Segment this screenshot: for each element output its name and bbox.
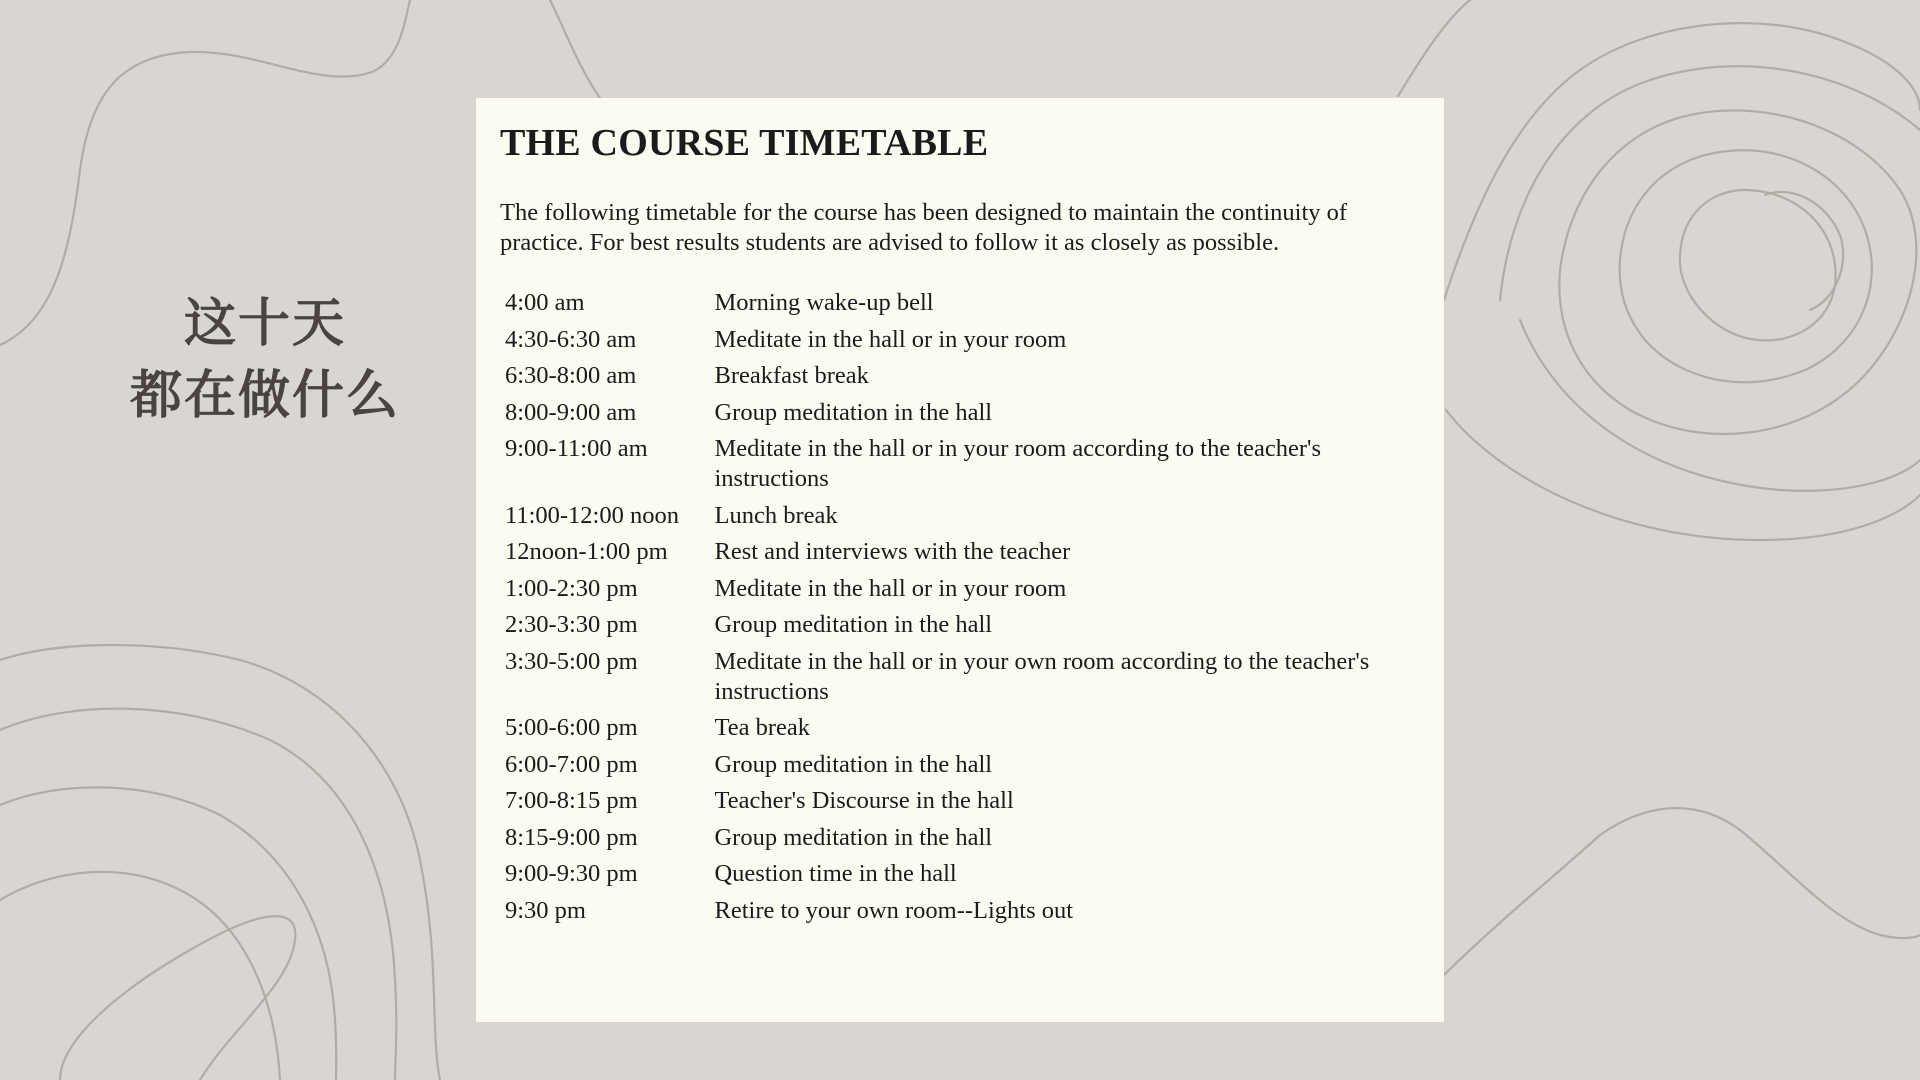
table-row <box>500 325 1416 362</box>
time-cell: 5:00-6:00 pm <box>505 714 638 741</box>
table-row <box>500 823 1416 860</box>
activity-cell: Retire to your own room--Lights out <box>714 896 1074 924</box>
time-cell: 3:30-5:00 pm <box>505 647 638 675</box>
table-row <box>500 859 1416 896</box>
time-cell: 2:30-3:30 pm <box>505 611 638 638</box>
activity-cell: Teacher's Discourse in the hall <box>714 787 1014 814</box>
table-row <box>500 288 1416 325</box>
activity-cell: Lunch break <box>714 501 838 529</box>
time-cell: 12noon-1:00 pm <box>505 538 668 565</box>
timetable-table <box>500 288 1416 932</box>
activity-cell: Group meditation in the hall <box>714 750 993 778</box>
table-row <box>500 786 1416 823</box>
time-cell: 11:00-12:00 noon <box>505 501 679 529</box>
time-cell: 6:30-8:00 am <box>505 362 637 389</box>
activity-cell: Meditate in the hall or in your room <box>714 574 1067 602</box>
activity-cell: Group meditation in the hall <box>714 611 993 638</box>
activity-cell: Meditate in the hall or in your room <box>714 325 1067 353</box>
activity-cell: Breakfast break <box>714 362 869 389</box>
table-row <box>500 574 1416 611</box>
table-row <box>500 713 1416 750</box>
time-cell: 4:00 am <box>505 289 585 316</box>
time-cell: 9:30 pm <box>505 896 586 924</box>
time-cell: 6:00-7:00 pm <box>505 750 638 778</box>
activity-cell: Meditate in the hall or in your room according to the teacher's instructions <box>714 435 1321 492</box>
activity-cell: Question time in the hall <box>714 860 957 887</box>
side-heading-line-1: 这十天 <box>183 293 346 354</box>
table-row <box>500 398 1416 435</box>
document-intro: The following timetable for the course has been designed to maintain the continuity of practice. For best results students are advised to follow it as closely as possible. <box>500 199 1348 256</box>
table-row <box>500 361 1416 398</box>
activity-cell: Rest and interviews with the teacher <box>714 538 1071 565</box>
document-title: THE COURSE TIMETABLE <box>500 122 989 164</box>
time-cell: 9:00-9:30 pm <box>505 860 638 887</box>
table-row <box>500 750 1416 787</box>
table-row <box>500 434 1416 501</box>
time-cell: 7:00-8:15 pm <box>505 787 638 814</box>
activity-cell: Meditate in the hall or in your own room according to the teacher's instructions <box>714 647 1370 705</box>
activity-cell: Tea break <box>714 714 811 741</box>
timetable-document <box>476 98 1444 1022</box>
activity-cell: Group meditation in the hall <box>714 823 993 851</box>
time-cell: 9:00-11:00 am <box>505 435 648 462</box>
table-row <box>500 501 1416 538</box>
time-cell: 4:30-6:30 am <box>505 325 637 353</box>
time-cell: 8:00-9:00 am <box>505 398 637 426</box>
table-row <box>500 610 1416 647</box>
table-row <box>500 537 1416 574</box>
table-row <box>500 896 1416 933</box>
side-heading-line-2: 都在做什么 <box>129 365 400 426</box>
time-cell: 1:00-2:30 pm <box>505 574 638 602</box>
table-row <box>500 647 1416 714</box>
activity-cell: Group meditation in the hall <box>714 398 993 426</box>
activity-cell: Morning wake-up bell <box>714 289 934 316</box>
time-cell: 8:15-9:00 pm <box>505 823 638 851</box>
side-heading <box>110 288 420 432</box>
